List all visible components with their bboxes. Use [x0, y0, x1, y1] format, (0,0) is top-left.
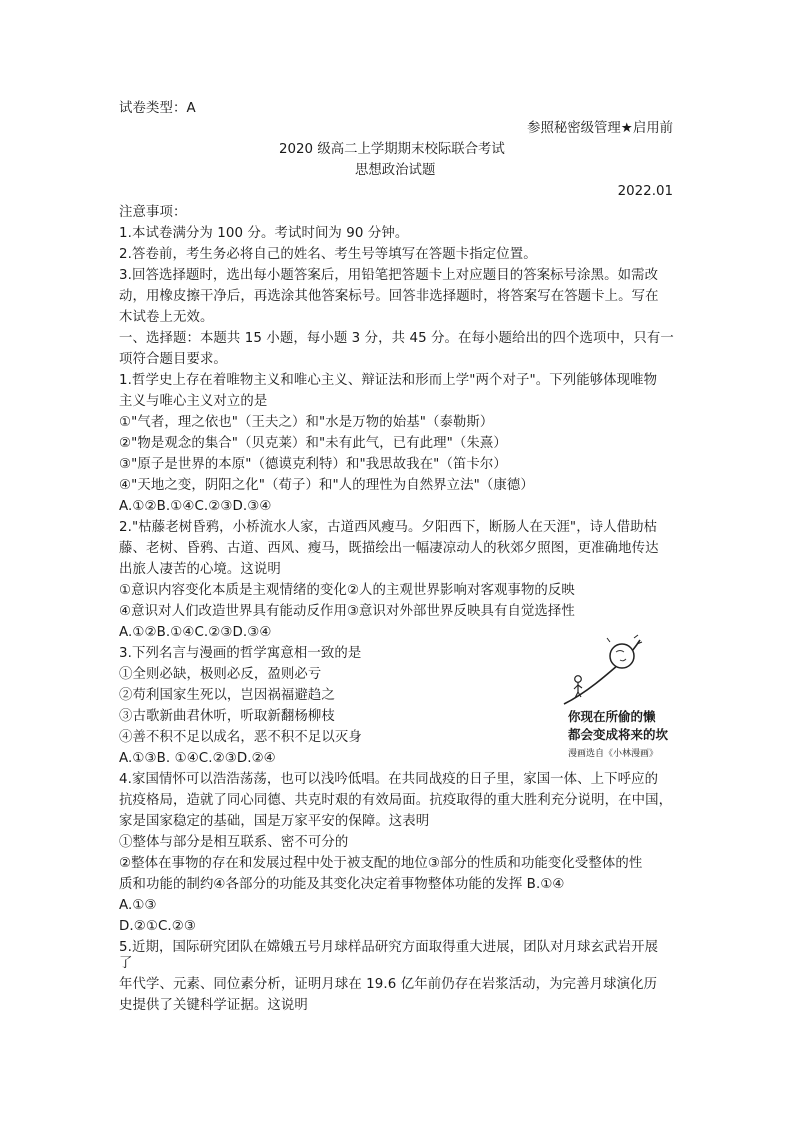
q4-stem-line-3: 家是国家稳定的基础，国是万家平安的保障。这表明 — [119, 814, 430, 829]
notice-item-2: 2.答卷前，考生务必将自己的姓名、考生号等填写在答题卡指定位置。 — [119, 247, 537, 262]
comic-source: 漫画选自《小林漫画》 — [568, 749, 659, 759]
q1-option-2: ②"物是观念的集合"（贝克莱）和"未有此气，已有此理"（朱熹） — [119, 436, 507, 451]
notice-title: 注意事项： — [119, 205, 187, 220]
q3-option-2: ②苟利国家生死以，岂因祸福避趋之 — [119, 688, 335, 703]
q4-option-2-line-1: ②整体在事物的存在和发展过程中处于被支配的地位③部分的性质和功能变化受整体的性 — [119, 856, 643, 871]
q2-option-1: ①意识内容变化本质是主观情绪的变化②人的主观世界影响对客观事物的反映 — [119, 583, 575, 598]
notice-item-3-line-2: 动，用橡皮擦干净后，再选涂其他答案标号。回答非选择题时，将答案写在答题卡上。写在 — [119, 289, 659, 304]
q3-option-4: ④善不积不足以成名，恶不积不足以灭身 — [119, 730, 362, 745]
q4-option-1: ①整体与部分是相互联系、密不可分的 — [119, 835, 349, 850]
q1-stem-line-2: 主义与唯心主义对立的是 — [119, 394, 268, 409]
notice-item-1: 1.本试卷满分为 100 分。考试时间为 90 分钟。 — [119, 226, 409, 241]
q2-stem-line-2: 藤、老树、昏鸦、古道、西风、瘦马，既描绘出一幅凄凉动人的秋郊夕照图，更准确地传达 — [119, 541, 659, 556]
q5-stem-line-2: 了 — [119, 956, 133, 971]
notice-item-3-line-1: 3.回答选择题时，选出每小题答案后，用铅笔把答题卡上对应题目的答案标号涂黑。如需改 — [119, 268, 659, 283]
q2-option-2: ④意识对人们改造世界具有能动反作用③意识对外部世界反映具有自觉选择性 — [119, 604, 575, 619]
q1-choices: A.①②B.①④C.②③D.③④ — [119, 499, 272, 514]
exam-title: 2020 级高二上学期期末校际联合考试 — [279, 142, 505, 157]
q2-choices: A.①②B.①④C.②③D.③④ — [119, 625, 272, 640]
q3-option-1: ①全则必缺，极则必反，盈则必亏 — [119, 667, 322, 682]
q2-stem-line-3: 出旅人凄苦的心境。这说明 — [119, 562, 281, 577]
paper-type: 试卷类型：A — [119, 101, 196, 116]
q4-stem-line-2: 抗疫格局，造就了同心同德、共克时艰的有效局面。抗疫取得的重大胜利充分说明，在中国， — [119, 793, 673, 808]
q4-choice-a: A.①③ — [119, 898, 157, 913]
comic-caption-line-1: 你现在所偷的懒 — [568, 709, 656, 724]
q3-choices: A.①③B. ①④C.②③D.②④ — [119, 751, 276, 766]
q5-stem-line-1: 5.近期，国际研究团队在嫦娥五号月球样品研究方面取得重大进展，团队对月球玄武岩开展 — [119, 940, 659, 955]
exam-date: 2022.01 — [617, 184, 673, 199]
q5-stem-line-3: 年代学、元素、同位素分析，证明月球在 19.6 亿年前仍存在岩浆活动，为完善月球演化历 — [119, 977, 658, 992]
q4-choice-d: D.②①C.②③ — [119, 919, 196, 934]
q5-stem-line-4: 史提供了关键科学证据。这说明 — [119, 998, 308, 1013]
q4-option-2-line-2: 质和功能的制约④各部分的功能及其变化决定着事物整体功能的发挥 B.①④ — [119, 877, 565, 892]
comic-boulder — [610, 644, 634, 668]
notice-item-3-line-3: 木试卷上无效。 — [119, 310, 214, 325]
q3-option-3: ③古歌新曲君休听，听取新翻杨柳枝 — [119, 709, 335, 724]
q1-option-1: ①"气者，理之依也"（王夫之）和"水是万物的始基"（泰勒斯） — [119, 415, 494, 430]
section-heading-line-2: 项符合题目要求。 — [119, 352, 227, 367]
classification-label: 参照秘密级管理★启用前 — [527, 121, 673, 136]
q1-option-3: ③"原子是世界的本原"（德谟克利特）和"我思故我在"（笛卡尔） — [119, 457, 507, 472]
q2-stem-line-1: 2."枯藤老树昏鸦，小桥流水人家，古道西风瘦马。夕阳西下，断肠人在天涯"，诗人借助枯 — [119, 520, 658, 535]
q4-stem-line-1: 4.家国情怀可以浩浩荡荡，也可以浅吟低唱。在共同战疫的日子里，家国一体、上下呼应的 — [119, 772, 659, 787]
q1-option-4: ④"天地之变，阴阳之化"（荀子）和"人的理性为自然界立法"（康德） — [119, 478, 534, 493]
section-heading-line-1: 一、选择题：本题共 15 小题，每小题 3 分，共 45 分。在每小题给出的四个选项中，只有一 — [119, 331, 674, 346]
comic-caption-line-2: 都会变成将来的坎 — [568, 727, 669, 742]
subject-title: 思想政治试题 — [355, 163, 436, 178]
q1-stem-line-1: 1.哲学史上存在着唯物主义和唯心主义、辩证法和形而上学"两个对子"。下列能够体现唯物 — [119, 373, 658, 388]
q3-stem: 3.下列名言与漫画的哲学寓意相一致的是 — [119, 646, 362, 661]
